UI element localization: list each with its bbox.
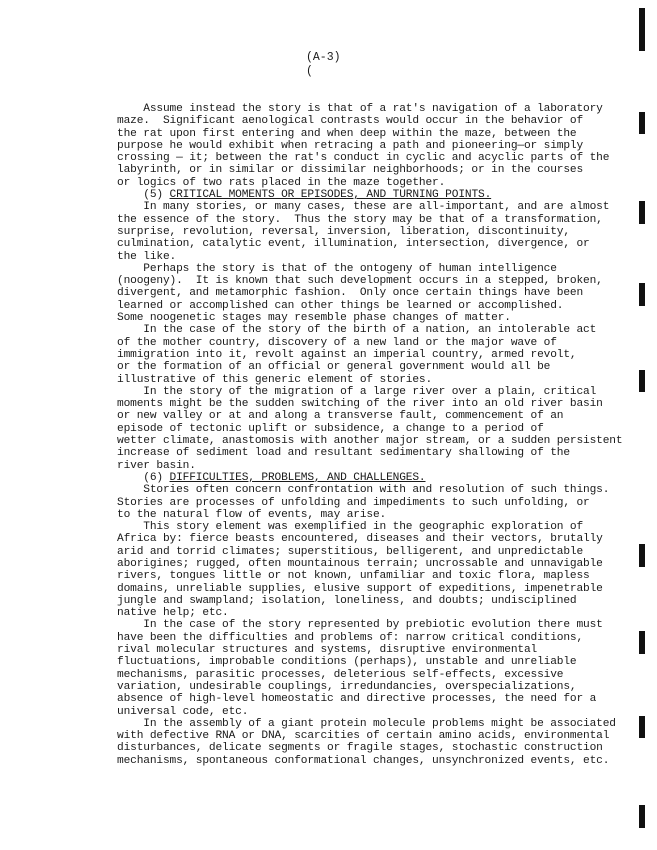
text-line: absence of high-level homeostatic and directive processes, the need for a bbox=[117, 693, 597, 706]
text-line: rival molecular structures and systems, disruptive environmental bbox=[117, 644, 538, 657]
text-line: of the mother country, discovery of a new land or the major wave of bbox=[117, 336, 557, 349]
text-line: Stories are processes of unfolding and impediments to such unfolding, or bbox=[117, 496, 590, 509]
text-line: or new valley or at and along a transverse fault, commencement of an bbox=[117, 410, 564, 423]
text-line: variation, undesirable couplings, irredundancies, overspecializations, bbox=[117, 680, 577, 693]
text-line: Assume instead the story is that of a rat's navigation of a laboratory bbox=[117, 103, 603, 115]
margin-bar bbox=[639, 631, 645, 654]
heading-text: CRITICAL MOMENTS OR EPISODES, AND TURNING POINTS. bbox=[169, 189, 492, 202]
margin-bar bbox=[639, 8, 645, 51]
text-line: (noogeny). It is known that such development occurs in a stepped, broken, bbox=[117, 275, 603, 288]
text-line: have been the difficulties and problems of: narrow critical conditions, bbox=[117, 631, 584, 644]
margin-bar bbox=[639, 544, 645, 567]
text-line: domains, unreliable supplies, elusive support of expeditions, impenetrable bbox=[117, 582, 603, 595]
text-line: crossing — it; between the rat's conduct in cyclic and acyclic parts of the bbox=[117, 152, 610, 165]
page-label: (A-3) bbox=[306, 51, 341, 64]
text-line: learned or accomplished can other things be learned or accomplished. bbox=[117, 299, 564, 312]
margin-bar bbox=[639, 370, 645, 392]
text-line: illustrative of this generic element of stories. bbox=[117, 373, 433, 386]
text-line: culmination, catalytic event, illumination, intersection, divergence, or bbox=[117, 238, 590, 251]
text-line: increase of sediment load and resultant sedimentary shallowing of the bbox=[117, 447, 570, 460]
text-line: labyrinth, or in similar or dissimilar neighborhoods; or in the courses bbox=[117, 164, 584, 177]
text-line: episode of tectonic uplift or subsidence, a change to a period of bbox=[117, 422, 544, 435]
text-line: In the assembly of a giant protein molecule problems might be associated bbox=[117, 717, 616, 730]
text-line: fluctuations, improbable conditions (perhaps), unstable and unreliable bbox=[117, 656, 577, 669]
margin-bar bbox=[639, 112, 645, 134]
page-paren: ( bbox=[306, 65, 313, 78]
margin-bar bbox=[639, 201, 645, 224]
text-line: In many stories, or many cases, these are all-important, and are almost bbox=[117, 201, 610, 214]
section-heading bbox=[117, 189, 637, 201]
heading-prefix: (5) bbox=[117, 189, 170, 202]
margin-bar bbox=[639, 283, 645, 306]
text-line: Perhaps the story is that of the ontogeny of human intelligence bbox=[117, 262, 557, 275]
text-line: with defective RNA or DNA, scarcities of certain amino acids, environmental bbox=[117, 730, 610, 743]
text-line: the rat upon first entering and when deep within the maze, between the bbox=[117, 127, 577, 140]
text-line: river basin. bbox=[117, 459, 196, 472]
text-line: rivers, tongues little or not known, unfamiliar and toxic flora, mapless bbox=[117, 570, 590, 583]
heading-prefix: (6) bbox=[117, 471, 170, 484]
text-line: In the story of the migration of a large river over a plain, critical bbox=[117, 385, 597, 398]
text-line: jungle and swampland; isolation, loneliness, and doubts; undisciplined bbox=[117, 594, 577, 607]
text-line: Africa by: fierce beasts encountered, diseases and their vectors, brutally bbox=[117, 533, 603, 546]
margin-bar bbox=[639, 805, 645, 828]
text-line: surprise, revolution, reversal, inversion, liberation, discontinuity, bbox=[117, 225, 570, 238]
text-line: disturbances, delicate segments or fragile stages, stochastic construction bbox=[117, 742, 603, 755]
text-line: mechanisms, parasitic processes, deleterious self-effects, excessive bbox=[117, 668, 564, 681]
text-line: the like. bbox=[117, 250, 177, 263]
text-line: maze. Significant aenological contrasts would occur in the behavior of bbox=[117, 115, 584, 128]
text-line: or logics of two rats placed in the maze together. bbox=[117, 176, 446, 189]
text-line: purpose he would exhibit when retracing a path and pioneering—or simply bbox=[117, 139, 584, 152]
text-line: moments might be the sudden switching of the river into an old river basin bbox=[117, 398, 603, 411]
text-line: aborigines; rugged, often mountainous terrain; uncrossable and unnavigable bbox=[117, 557, 603, 570]
text-line: In the case of the story represented by prebiotic evolution there must bbox=[117, 619, 603, 632]
section-heading bbox=[117, 472, 637, 484]
text-line: immigration into it, revolt against an imperial country, armed revolt, bbox=[117, 348, 577, 361]
text-line: native help; etc. bbox=[117, 607, 229, 620]
text-line: to the natural flow of events, may arise. bbox=[117, 508, 387, 521]
heading-text: DIFFICULTIES, PROBLEMS, AND CHALLENGES. bbox=[169, 471, 426, 484]
page-header bbox=[306, 51, 341, 79]
margin-bar bbox=[639, 716, 645, 738]
text-line: universal code, etc. bbox=[117, 705, 249, 718]
text-line: arid and torrid climates; superstitious, belligerent, and unpredictable bbox=[117, 545, 584, 558]
text-line: Stories often concern confrontation with and resolution of such things. bbox=[117, 484, 610, 497]
text-line: mechanisms, spontaneous conformational changes, unsynchronized events, etc. bbox=[117, 754, 610, 767]
text-line: divergent, and metamorphic fashion. Only once certain things have been bbox=[117, 287, 584, 300]
text-line: the essence of the story. Thus the story may be that of a transformation, bbox=[117, 213, 603, 226]
text-line: This story element was exemplified in the geographic exploration of bbox=[117, 521, 584, 534]
document-body bbox=[117, 103, 637, 767]
text-line: wetter climate, anastomosis with another major stream, or a sudden persistent bbox=[117, 435, 623, 448]
text-line: Some noogenetic stages may resemble phase changes of matter. bbox=[117, 312, 511, 325]
text-line: In the case of the story of the birth of a nation, an intolerable act bbox=[117, 324, 597, 337]
text-line: or the formation of an official or general government would all be bbox=[117, 361, 551, 374]
